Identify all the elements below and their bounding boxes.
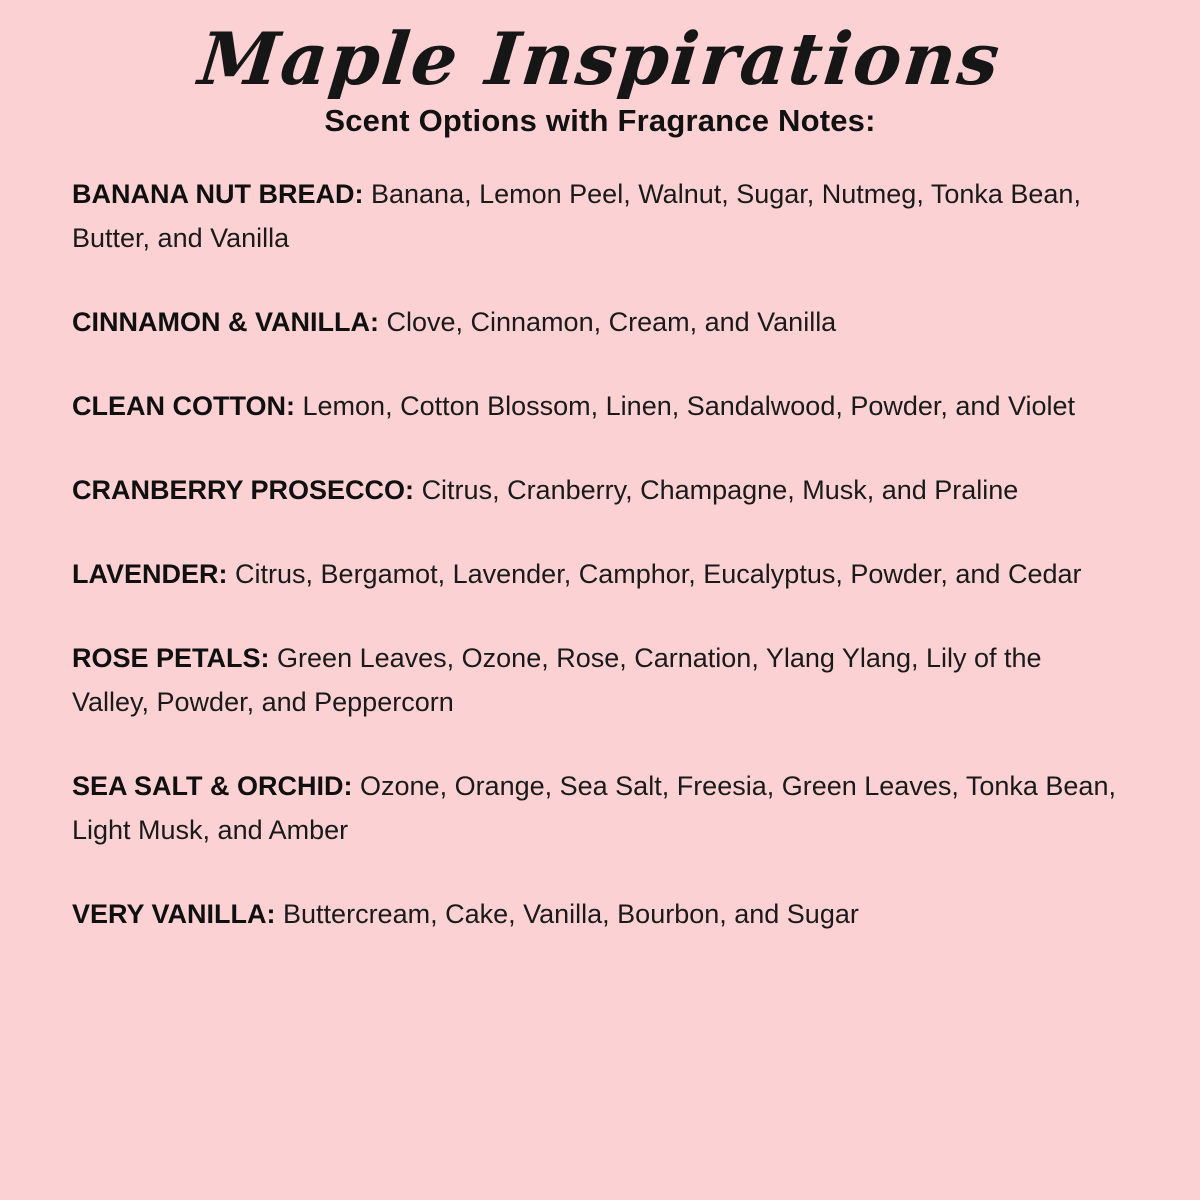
scent-item-clean-cotton (72, 384, 1116, 428)
scent-item-sea-salt-orchid (72, 764, 1116, 852)
scent-item-very-vanilla (72, 892, 1116, 936)
scent-notes: Citrus, Cranberry, Champagne, Musk, and Praline (421, 475, 1019, 506)
scent-name: CRANBERRY PROSECCO: (72, 475, 415, 506)
scent-notes: Lemon, Cotton Blossom, Linen, Sandalwood, Powder, and Violet (302, 391, 1076, 422)
page-subtitle: Scent Options with Fragrance Notes: (324, 102, 876, 138)
scent-notes: Banana, Lemon Peel, Walnut, Sugar, Nutmeg, Tonka Bean, Butter, and Vanilla (72, 179, 1081, 254)
scent-notes: Clove, Cinnamon, Cream, and Vanilla (386, 307, 837, 338)
scent-name: VERY VANILLA: (72, 899, 276, 930)
scent-name: ROSE PETALS: (72, 643, 270, 674)
scent-notes: Green Leaves, Ozone, Rose, Carnation, Ylang Ylang, Lily of the Valley, Powder, and Peppercorn (72, 643, 1042, 718)
scent-name: CLEAN COTTON: (72, 391, 295, 422)
flyer-header (72, 18, 1128, 138)
brand-title: Maple Inspirations (194, 16, 1006, 101)
scent-item-rose-petals (72, 636, 1116, 724)
scent-item-cinnamon-vanilla (72, 300, 1116, 344)
scent-item-banana-nut-bread (72, 172, 1116, 260)
scent-name: LAVENDER: (72, 559, 228, 590)
scent-notes: Buttercream, Cake, Vanilla, Bourbon, and Sugar (283, 899, 859, 930)
scent-item-cranberry-prosecco (72, 468, 1116, 512)
scent-notes: Citrus, Bergamot, Lavender, Camphor, Eucalyptus, Powder, and Cedar (235, 559, 1082, 590)
scent-name: BANANA NUT BREAD: (72, 179, 364, 210)
scent-name: SEA SALT & ORCHID: (72, 771, 353, 802)
scent-list (72, 172, 1128, 936)
scent-notes: Ozone, Orange, Sea Salt, Freesia, Green Leaves, Tonka Bean, Light Musk, and Amber (72, 771, 1116, 846)
scent-name: CINNAMON & VANILLA: (72, 307, 379, 338)
scent-item-lavender (72, 552, 1116, 596)
